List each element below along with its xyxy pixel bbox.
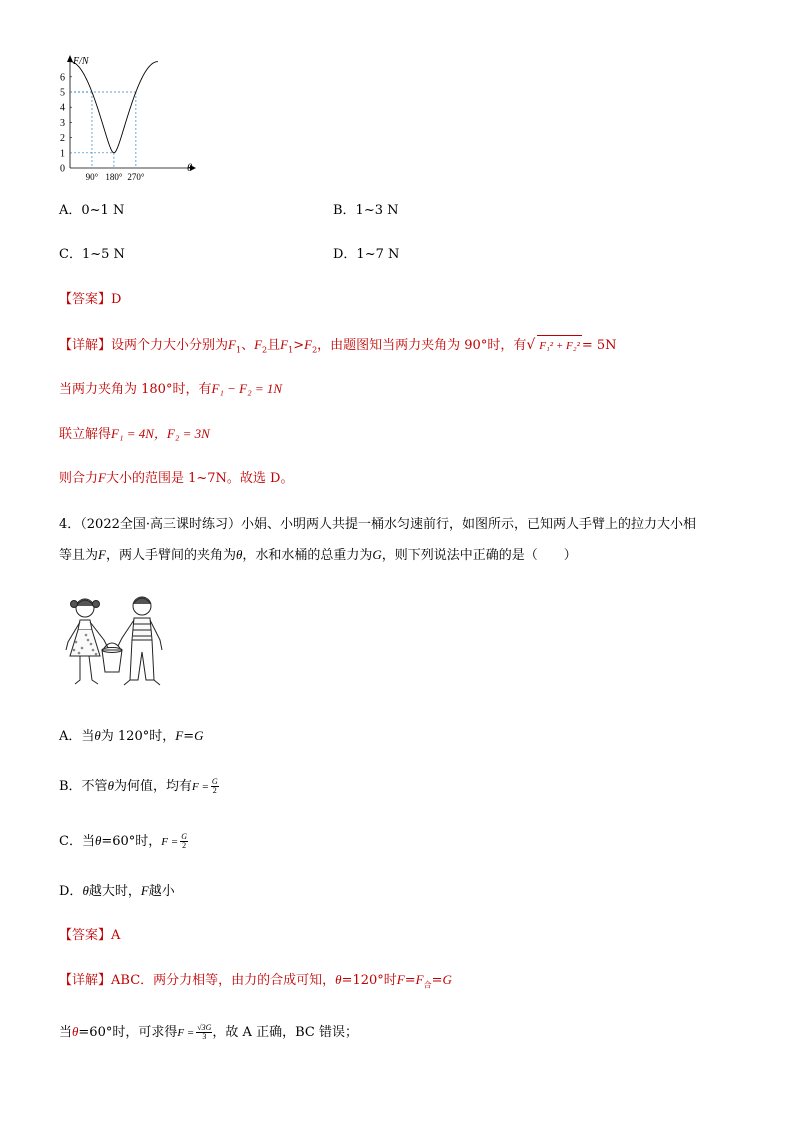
detail-text-2: =60°时，可求得 bbox=[78, 1025, 178, 1040]
numerator: G bbox=[181, 832, 187, 841]
resultant-sub: 合 bbox=[423, 980, 432, 990]
sqrt-content: F₁² + F₂² bbox=[537, 335, 582, 356]
stem-text-4: ，则下列说法中正确的是（ ） bbox=[381, 548, 577, 563]
and-text: 且 bbox=[267, 338, 281, 353]
equation: F₁ − F₂ = 1N bbox=[211, 381, 283, 396]
detail-text: 联立解得 bbox=[59, 427, 112, 442]
detail-text-3: ，故 A 正确，BC 错误； bbox=[212, 1025, 358, 1040]
series-line bbox=[70, 62, 158, 153]
f-resultant-symbol: F bbox=[415, 972, 424, 987]
g-symbol: G bbox=[194, 728, 204, 743]
f-symbol: F bbox=[140, 883, 149, 898]
detail-text: 设两个力大小分别为 bbox=[111, 338, 229, 353]
f-symbol: F bbox=[175, 728, 184, 743]
option-text: A．当 bbox=[59, 729, 95, 744]
q3-option-c[interactable]: C．1~5 N bbox=[59, 247, 125, 262]
q4-option-c[interactable] bbox=[59, 831, 188, 852]
g-over-2-fraction bbox=[211, 778, 219, 795]
c2-sub: 2 bbox=[312, 345, 318, 355]
y-tick-label: 5 bbox=[60, 87, 65, 99]
g-over-2-fraction bbox=[180, 833, 188, 850]
detail-text: 则合力 bbox=[59, 471, 99, 486]
girl-figure bbox=[66, 599, 108, 684]
option-text: D． bbox=[59, 884, 83, 899]
answer-value: D bbox=[111, 292, 122, 307]
q3-detail-line-3 bbox=[59, 424, 210, 445]
g-symbol: G bbox=[372, 547, 382, 562]
answer-value: A bbox=[111, 928, 121, 943]
denominator: 2 bbox=[182, 841, 187, 850]
theta-symbol: θ bbox=[94, 728, 101, 743]
x-tick-label: 270° bbox=[127, 172, 145, 182]
children-carrying-bucket-illustration bbox=[60, 590, 170, 695]
option-text-2: 越大时， bbox=[88, 884, 141, 899]
theta-symbol: θ bbox=[82, 883, 89, 898]
f1-symbol: F bbox=[228, 337, 236, 352]
option-text-2: 为何值，均有 bbox=[113, 779, 192, 794]
y-tick-label: 2 bbox=[60, 133, 65, 145]
detail-text-2: ，由题图知当两力夹角为 90°时，有 bbox=[317, 338, 527, 353]
detail-label: 【详解】 bbox=[59, 973, 112, 988]
q3-detail-line-2 bbox=[59, 379, 282, 400]
detail-text: 当两力夹角为 180°时，有 bbox=[59, 382, 212, 397]
denominator: 2 bbox=[212, 786, 217, 795]
equals: = bbox=[183, 729, 195, 744]
f2-symbol: F bbox=[254, 337, 263, 352]
q3-option-b[interactable]: B．1~3 N bbox=[333, 203, 399, 218]
q3-option-a[interactable]: A．0~1 N bbox=[59, 203, 125, 218]
numerator: G bbox=[211, 777, 218, 786]
option-text-3: 越小 bbox=[148, 884, 175, 899]
stem-text-2: ，两人手臂间的夹角为 bbox=[105, 548, 236, 563]
option-text: B．不管 bbox=[59, 779, 108, 794]
y-tick-label: 4 bbox=[60, 102, 65, 114]
option-text-2: 为 120°时， bbox=[100, 729, 176, 744]
detail-text-2: 大小的范围是 1~7N。故选 D。 bbox=[105, 471, 294, 486]
y-tick-label: 6 bbox=[60, 72, 65, 84]
numerator: √3G bbox=[197, 1023, 212, 1032]
q4-stem-line-2 bbox=[59, 545, 577, 566]
g-symbol: G bbox=[442, 972, 452, 987]
sqrt-sign: √ bbox=[526, 337, 536, 353]
q4-option-b[interactable] bbox=[59, 776, 219, 797]
option-text: C．当 bbox=[59, 834, 95, 849]
detail-text-2: =120°时 bbox=[341, 973, 397, 988]
q3-option-d[interactable]: D．1~7 N bbox=[333, 247, 400, 262]
q4-detail-line-2 bbox=[59, 1022, 358, 1043]
q4-stem-line-1: 4．（2022全国·高三课时练习）小娟、小明两人共提一桶水匀速前行，如图所示，已知两人手臂上的拉力大小相 bbox=[59, 517, 696, 532]
sqrt3g-over-3-fraction bbox=[196, 1024, 212, 1041]
f-equals: F = bbox=[177, 1027, 195, 1039]
sep: 、 bbox=[241, 338, 255, 353]
x-tick-label: 180° bbox=[105, 172, 123, 182]
c1-symbol: F bbox=[280, 337, 289, 352]
q4-detail-line-1 bbox=[59, 970, 452, 996]
y-tick-label: 3 bbox=[60, 117, 65, 129]
q4-option-a[interactable] bbox=[59, 726, 203, 747]
f-symbol: F bbox=[396, 972, 405, 987]
q3-detail-line-4 bbox=[59, 468, 293, 489]
denominator: 3 bbox=[202, 1032, 207, 1041]
x-axis-label: θ bbox=[187, 162, 193, 174]
x-tick-label: 90° bbox=[85, 172, 99, 182]
f-equals: F = bbox=[161, 836, 179, 848]
f-symbol: F bbox=[98, 547, 106, 562]
answer-label: 【答案】 bbox=[59, 292, 112, 307]
y-tick-label: 0 bbox=[60, 163, 65, 175]
theta-symbol: θ bbox=[335, 972, 342, 987]
gt: > bbox=[293, 338, 305, 353]
option-text-2: =60°时， bbox=[101, 834, 162, 849]
f-symbol: F bbox=[98, 470, 106, 485]
equals: = bbox=[404, 973, 416, 988]
theta-symbol: θ bbox=[107, 778, 114, 793]
detail-text: ABC．两分力相等，由力的合成可知， bbox=[111, 973, 336, 988]
detail-text: 当 bbox=[59, 1025, 73, 1040]
boy-figure bbox=[118, 597, 162, 685]
answer-label: 【答案】 bbox=[59, 928, 112, 943]
f1-sub: 1 bbox=[235, 345, 242, 355]
y-axis-label: F/N bbox=[73, 56, 89, 67]
f2-sub: 2 bbox=[262, 345, 268, 355]
theta-symbol: θ bbox=[94, 833, 102, 848]
f-equals: F = bbox=[191, 781, 209, 793]
equation: F₁ = 4N，F₂ = 3N bbox=[111, 426, 210, 441]
c2-symbol: F bbox=[304, 337, 313, 352]
c1-sub: 1 bbox=[288, 345, 294, 355]
y-tick-label: 1 bbox=[60, 148, 65, 160]
theta-symbol: θ bbox=[72, 1024, 79, 1039]
stem-text-3: ，水和水桶的总重力为 bbox=[242, 548, 373, 563]
equals-2: = bbox=[431, 973, 443, 988]
q3-detail-line-1 bbox=[59, 335, 617, 361]
stem-text: 等且为 bbox=[59, 548, 99, 563]
equals-5n: = 5N bbox=[581, 338, 617, 353]
theta-symbol: θ bbox=[235, 547, 243, 562]
q4-answer bbox=[59, 926, 120, 946]
force-angle-chart bbox=[50, 52, 210, 182]
q4-option-d[interactable] bbox=[59, 881, 175, 902]
q3-answer bbox=[59, 290, 121, 310]
detail-label: 【详解】 bbox=[59, 338, 112, 353]
bucket-figure bbox=[102, 643, 122, 672]
